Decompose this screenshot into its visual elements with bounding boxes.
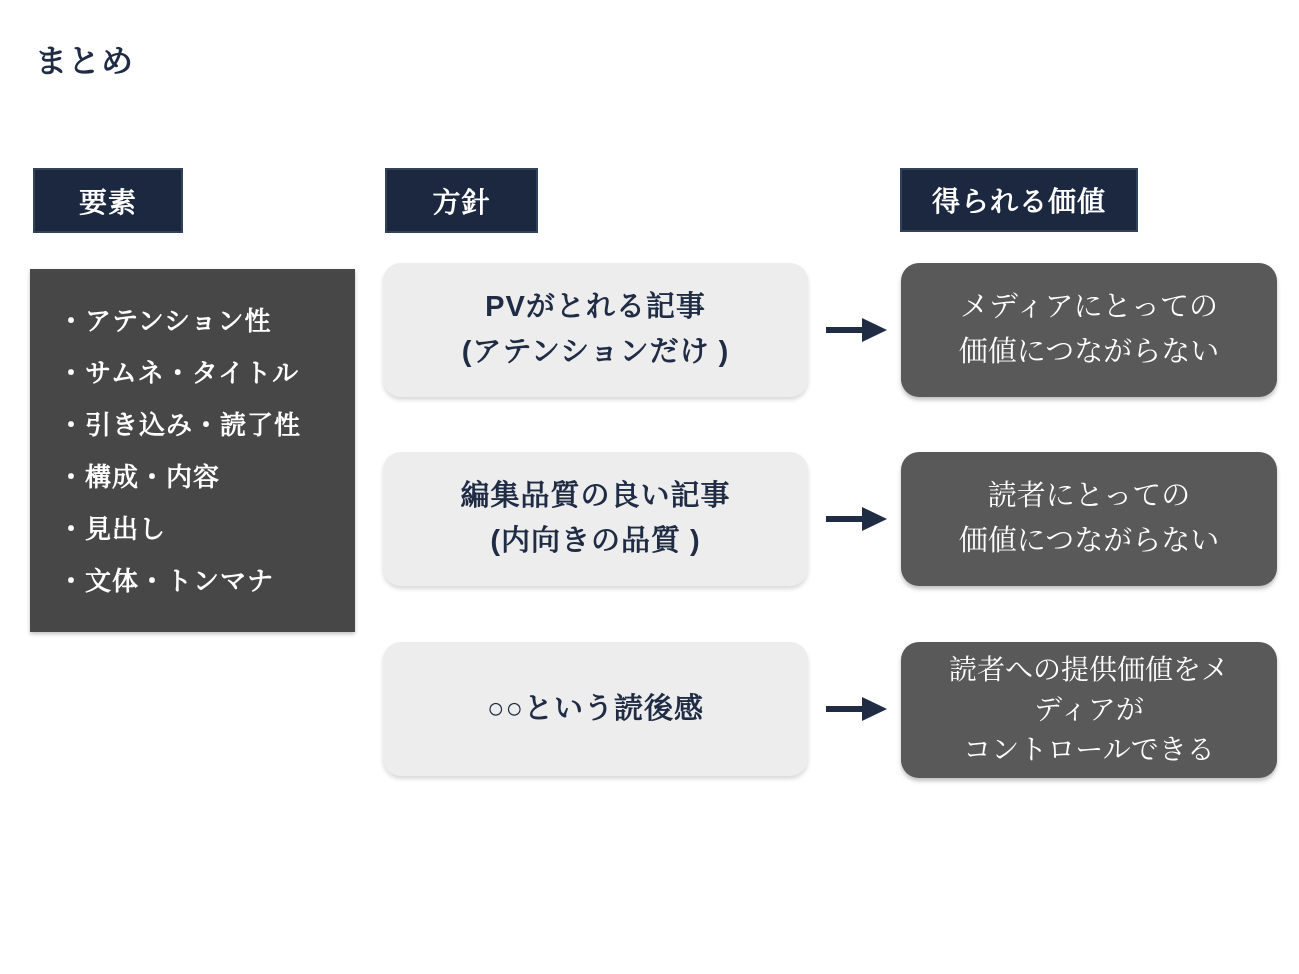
policy-line-1: [485, 285, 706, 330]
elements-column-header: [33, 168, 183, 233]
elements-item: ・サムネ・タイトル: [58, 358, 300, 388]
elements-item: ・見出し: [58, 514, 167, 544]
policy-box-reading-impression: [383, 642, 808, 776]
policy-header-label: 方針: [432, 186, 491, 218]
value-box-media-no-value: [901, 263, 1277, 397]
policy-box-editorial-quality: [383, 452, 808, 586]
value-header-label: 得られる価値: [931, 186, 1106, 217]
policy-line-text: 編集品質の良い記事: [460, 480, 731, 512]
elements-item: ・アテンション性: [58, 306, 272, 336]
policy-bold-text: PV: [485, 291, 526, 323]
elements-item: ・構成・内容: [58, 462, 221, 492]
value-line: 読者への提供価値をメ: [948, 654, 1229, 685]
value-box-reader-no-value: [901, 452, 1277, 586]
policy-line-2: (内向きの品質 ): [490, 525, 701, 557]
value-line: ディアが: [1034, 694, 1144, 725]
arrow-right-icon: [825, 696, 887, 722]
value-line: 価値につながらない: [958, 336, 1220, 368]
policy-line-2: (アテンションだけ ): [461, 336, 730, 368]
elements-panel: [30, 269, 355, 632]
elements-header-label: 要素: [78, 186, 137, 218]
elements-item: ・引き込み・読了性: [58, 410, 302, 440]
value-box-media-control: [901, 642, 1277, 778]
slide-title: まとめ: [35, 43, 135, 79]
arrow-right-icon: [825, 506, 887, 532]
value-line: メディアにとっての: [959, 291, 1219, 323]
policy-line-1: [487, 687, 704, 732]
arrow-right-icon: [825, 317, 887, 343]
policy-box-pv-articles: [383, 263, 808, 397]
value-line: 価値につながらない: [958, 525, 1220, 557]
value-line: コントロールできる: [963, 734, 1215, 765]
value-column-header: [900, 168, 1138, 232]
value-line: 読者にとっての: [987, 480, 1191, 512]
policy-column-header: [385, 168, 538, 233]
policy-line-text: がとれる記事: [525, 291, 706, 323]
policy-line-text: ○○という読後感: [486, 692, 705, 725]
policy-line-1: [460, 474, 730, 519]
elements-item: ・文体・トンマナ: [58, 566, 275, 596]
